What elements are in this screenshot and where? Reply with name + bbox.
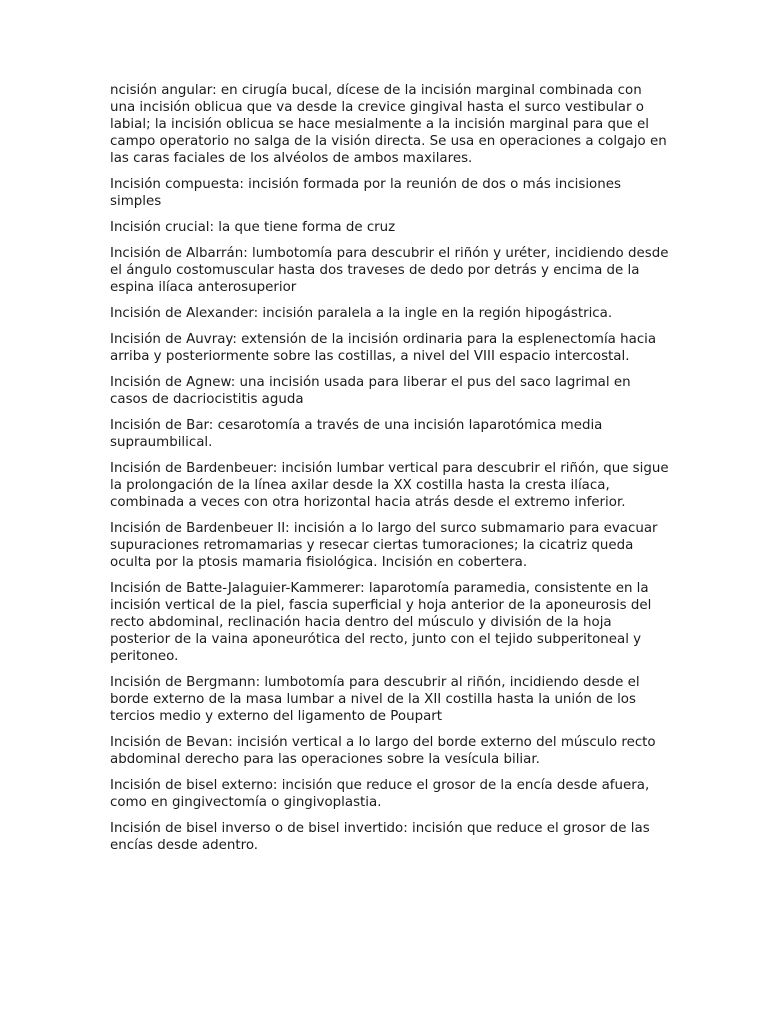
paragraph-incision-angular: ncisión angular: en cirugía bucal, dícese de la incisión marginal combinada con una incisión oblicua que va desde la crevice gingival hasta el surco vestibular o labial; la incisión oblicua se hace mesialmente a la incisión marginal para que el campo operatorio no salga de la visión directa. Se usa en operaciones a colgajo en las caras faciales de los alvéolos de ambos maxilares. [110,83,667,166]
paragraph-incision-compuesta: Incisión compuesta: incisión formada por la reunión de dos o más incisiones simples [110,177,621,209]
paragraph-incision-bardenbeuer-ii: Incisión de Bardenbeuer II: incisión a lo largo del surco submamario para evacuar supuraciones retromamarias y resecar ciertas tumoraciones; la cicatriz queda oculta por la ptosis mamaria fisiológica. Incisión en cobertera. [110,521,658,570]
paragraph-incision-bar: Incisión de Bar: cesarotomía a través de una incisión laparotómica media supraumbilical. [110,418,603,450]
paragraph-incision-albarran: Incisión de Albarrán: lumbotomía para descubrir el riñón y uréter, incidiendo desde el ángulo costomuscular hasta dos traveses de dedo por detrás y encima de la espina ilíaca anterosuperior [110,246,669,295]
paragraph-incision-batte-jalaguier-kammerer: Incisión de Batte-Jalaguier-Kammerer: laparotomía paramedia, consistente en la incisión vertical de la piel, fascia superficial y hoja anterior de la aponeurosis del recto abdominal, reclinación hacia dentro del músculo y división de la hoja posterior de la vaina aponeurótica del recto, junto con el tejido subperitoneal y peritoneo. [110,581,652,664]
paragraph-incision-bardenbeuer: Incisión de Bardenbeuer: incisión lumbar vertical para descubrir el riñón, que sigue la prolongación de la línea axilar desde la XX costilla hasta la cresta ilíaca, combinada a veces con otra horizontal hacia atrás desde el extremo inferior. [110,461,669,510]
paragraph-incision-bevan: Incisión de Bevan: incisión vertical a lo largo del borde externo del músculo recto abdominal derecho para las operaciones sobre la vesícula biliar. [110,735,656,767]
document-page [110,82,670,863]
paragraph-incision-bisel-externo: Incisión de bisel externo: incisión que reduce el grosor de la encía desde afuera, como en gingivectomía o gingivoplastia. [110,778,650,810]
paragraph-incision-bisel-inverso: Incisión de bisel inverso o de bisel invertido: incisión que reduce el grosor de las encías desde adentro. [110,821,650,853]
paragraph-incision-bergmann: Incisión de Bergmann: lumbotomía para descubrir al riñón, incidiendo desde el borde externo de la masa lumbar a nivel de la XII costilla hasta la unión de los tercios medio y externo del ligamento de Poupart [110,675,640,724]
paragraph-incision-crucial: Incisión crucial: la que tiene forma de cruz [110,220,396,235]
paragraph-incision-alexander: Incisión de Alexander: incisión paralela a la ingle en la región hipogástrica. [110,306,613,321]
paragraph-incision-auvray: Incisión de Auvray: extensión de la incisión ordinaria para la esplenectomía hacia arriba y posteriormente sobre las costillas, a nivel del VIII espacio intercostal. [110,332,657,364]
paragraph-incision-agnew: Incisión de Agnew: una incisión usada para liberar el pus del saco lagrimal en casos de dacriocistitis aguda [110,375,631,407]
